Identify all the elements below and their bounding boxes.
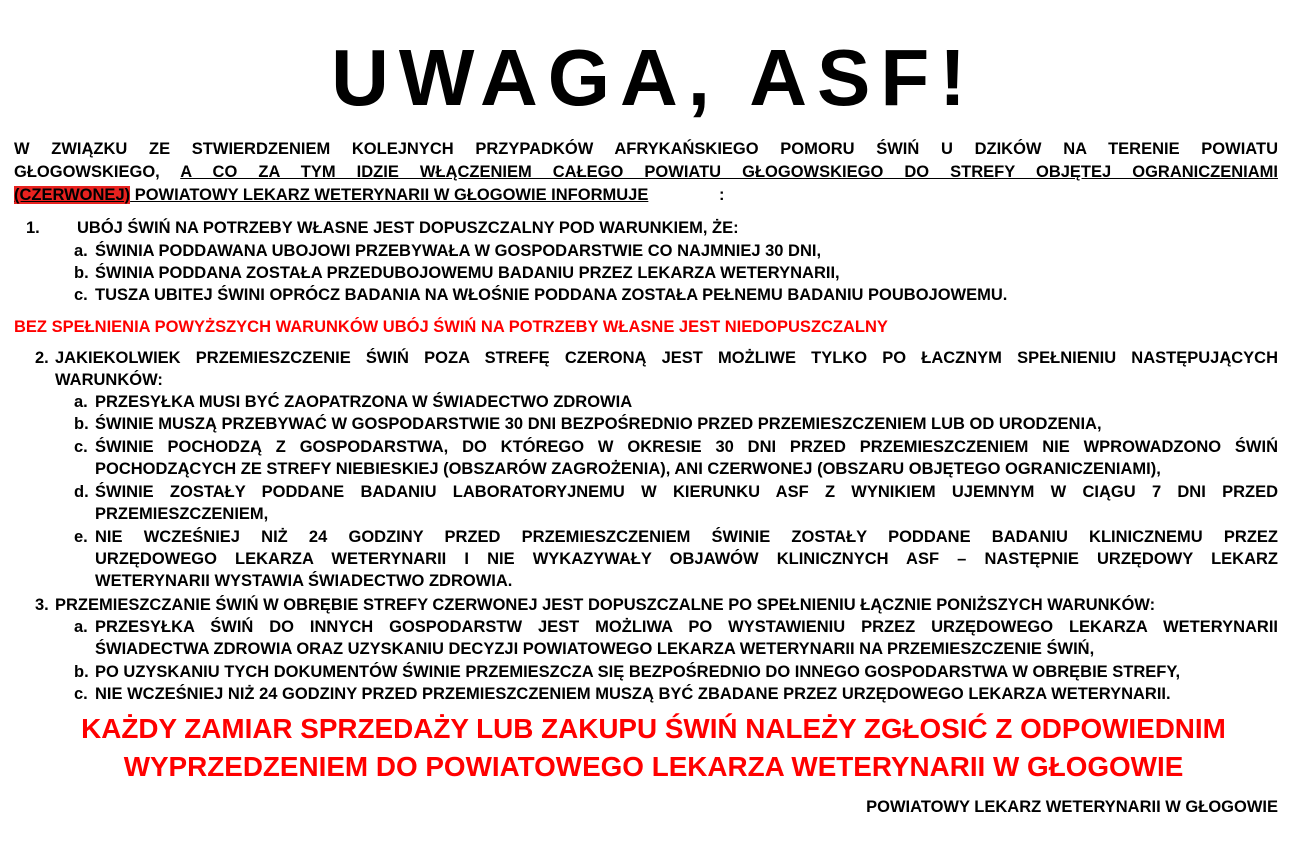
section2-item-a-marker: a. [74,393,88,411]
section3-item-b: PO UZYSKANIU TYCH DOKUMENTÓW ŚWINIE PRZEMIESZCZA SIĘ BEZPOŚREDNIO DO INNEGO GOSPODARSTWA W OBRĘBIE STREFY, [95,663,1181,681]
section2-number: 2. [35,349,49,367]
warning-text: BEZ SPEŁNIENIA POWYŻSZYCH WARUNKÓW UBÓJ ŚWIŃ NA POTRZEBY WŁASNE JEST NIEDOPUSZCZALNY [14,318,888,336]
section3-item-b-marker: b. [74,663,89,681]
section2-item-b-marker: b. [74,415,89,433]
section3-item-c: NIE WCZEŚNIEJ NIŻ 24 GODZINY PRZED PRZEMIESZCZENIEM MUSZĄ BYĆ ZBADANE PRZEZ URZĘDOWEGO LEKARZA WETERYNARII. [95,685,1171,703]
intro-line-3-rest: POWIATOWY LEKARZ WETERYNARII W GŁOGOWIE INFORMUJE [130,186,649,204]
section2-item-d-line-1: ŚWINIE ZOSTAŁY PODDANE BADANIU LABORATORYJNEMU W KIERUNKU ASF Z WYNIKIEM UJEMNYM W CIĄGU 7 DNI PRZED [95,483,1278,501]
signature: POWIATOWY LEKARZ WETERYNARII W GŁOGOWIE [866,798,1278,816]
intro-line-2-start: GŁOGOWSKIEGO, [14,163,181,181]
section2-item-d-line-2: PRZEMIESZCZENIEM, [95,505,269,523]
section1-item-a: ŚWINIA PODDAWANA UBOJOWI PRZEBYWAŁA W GOSPODARSTWIE CO NAJMNIEJ 30 DNI, [95,242,822,260]
section2-item-a: PRZESYŁKA MUSI BYĆ ZAOPATRZONA W ŚWIADECTWO ZDROWIA [95,393,633,411]
red-zone-highlight: (CZERWONEJ) [14,186,131,204]
page-title: UWAGA, ASF! [331,33,976,122]
intro-colon: : [719,186,725,204]
section1-item-c-marker: c. [74,286,88,304]
section2-item-b: ŚWINIE MUSZĄ PRZEBYWAĆ W GOSPODARSTWIE 30 DNI BEZPOŚREDNIO PRZED PRZEMIESZCZENIEM LUB OD URODZENIA, [95,415,1102,433]
notice-line-2: WYPRZEDZENIEM DO POWIATOWEGO LEKARZA WETERYNARII W GŁOGOWIE [123,751,1184,782]
section2-item-e-marker: e. [74,528,88,546]
section1-item-b-marker: b. [74,264,89,282]
intro-line-3 [14,184,648,206]
section3-item-a-line-1: PRZESYŁKA ŚWIŃ DO INNYCH GOSPODARSTW JEST MOŻLIWA PO WYSTAWIENIU PRZEZ URZĘDOWEGO LEKARZA WETERYNARII [95,618,1278,636]
section3-item-a-line-2: ŚWIADECTWA ZDROWIA ORAZ UZYSKANIU DECYZJI POWIATOWEGO LEKARZA WETERYNARII NA PRZEMIESZCZENIE ŚWIŃ, [95,640,1095,658]
section1-number: 1. [26,219,40,237]
section2-item-e-line-2: URZĘDOWEGO LEKARZA WETERYNARII I NIE WYKAZYWAŁY OBJAWÓW KLINICZNYCH ASF – NASTĘPNIE URZĘDOWY LEKARZ [95,550,1278,568]
section2-item-e-line-3: WETERYNARII WYSTAWIA ŚWIADECTWO ZDROWIA. [95,572,513,590]
notice-line-1: KAŻDY ZAMIAR SPRZEDAŻY LUB ZAKUPU ŚWIŃ NALEŻY ZGŁOSIĆ Z ODPOWIEDNIM [81,713,1226,744]
section2-heading-line-2: WARUNKÓW: [55,371,163,389]
section3-heading: PRZEMIESZCZANIE ŚWIŃ W OBRĘBIE STREFY CZERWONEJ JEST DOPUSZCZALNE PO SPEŁNIENIU ŁĄCZNIE PONIŻSZYCH WARUNKÓW: [55,596,1156,614]
section2-item-e-line-1: NIE WCZEŚNIEJ NIŻ 24 GODZINY PRZED PRZEMIESZCZENIEM ŚWINIE ZOSTAŁY PODDANE BADANIU KLINICZNEMU PRZEZ [95,528,1278,546]
section2-item-c-marker: c. [74,438,88,456]
section3-item-a-marker: a. [74,618,88,636]
section1-item-a-marker: a. [74,242,88,260]
section3-number: 3. [35,596,49,614]
section1-item-c: TUSZA UBITEJ ŚWINI OPRÓCZ BADANIA NA WŁOŚNIE PODDANA ZOSTAŁA PEŁNEMU BADANIU POUBOJOWEMU. [95,286,1008,304]
section3-item-c-marker: c. [74,685,88,703]
section2-item-c-line-1: ŚWINIE POCHODZĄ Z GOSPODARSTWA, DO KTÓREGO W OKRESIE 30 DNI PRZED PRZEMIESZCZENIEM NIE WPROWADZONO ŚWIŃ [95,438,1278,456]
section2-heading-line-1: JAKIEKOLWIEK PRZEMIESZCZENIE ŚWIŃ POZA STREFĘ CZERONĄ JEST MOŻLIWE TYLKO PO ŁACZNYM SPEŁNIENIU NASTĘPUJĄCYCH [55,349,1278,367]
section1-item-b: ŚWINIA PODDANA ZOSTAŁA PRZEDUBOJOWEMU BADANIU PRZEZ LEKARZA WETERYNARII, [95,264,840,282]
intro-line-1: W ZWIĄZKU ZE STWIERDZENIEM KOLEJNYCH PRZYPADKÓW AFRYKAŃSKIEGO POMORU ŚWIŃ U DZIKÓW NA TERENIE POWIATU [14,140,1278,158]
intro-line-2 [14,161,1278,183]
section2-item-c-line-2: POCHODZĄCYCH ZE STREFY NIEBIESKIEJ (OBSZARÓW ZAGROŻENIA), ANI CZERWONEJ (OBSZARU OBJĘTEGO OGRANICZENIAMI), [95,460,1161,478]
section2-item-d-marker: d. [74,483,89,501]
intro-line-2-underlined: A CO ZA TYM IDZIE WŁĄCZENIEM CAŁEGO POWIATU GŁOGOWSKIEGO DO STREFY OBJĘTEJ OGRANICZENIAMI [180,163,1278,181]
section1-heading: UBÓJ ŚWIŃ NA POTRZEBY WŁASNE JEST DOPUSZCZALNY POD WARUNKIEM, ŻE: [77,219,739,237]
